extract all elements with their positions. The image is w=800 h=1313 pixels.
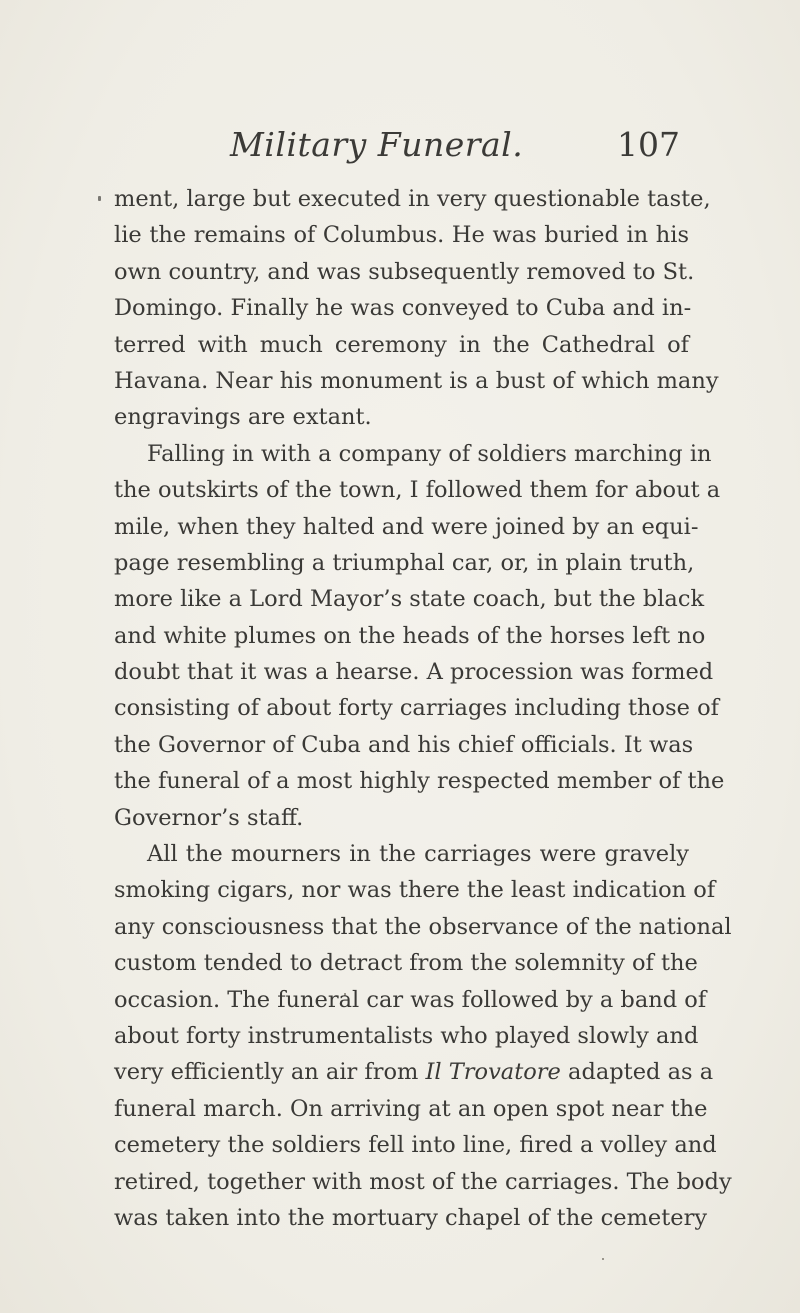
- text-line: very efficiently an air from Il Trovatore adapted as a: [114, 1059, 714, 1086]
- text-line: Domingo. Finally he was conveyed to Cuba and in-: [114, 295, 692, 322]
- text-line: mile, when they halted and were joined by an equi-: [114, 513, 699, 540]
- text-line: smoking cigars, nor was there the least indication of: [114, 877, 716, 904]
- text-line: the Governor of Cuba and his chief officials. It was: [114, 731, 694, 758]
- text-line: doubt that it was a hearse. A procession was formed: [114, 659, 714, 686]
- running-title: Military Funeral.: [230, 125, 524, 164]
- text-line: about forty instrumentalists who played slowly and: [114, 1022, 699, 1049]
- text-line: custom tended to detract from the solemnity of the: [114, 950, 698, 977]
- text-line: Havana. Near his monument is a bust of which many: [114, 367, 719, 394]
- text-line: engravings are extant.: [114, 404, 372, 431]
- text-line: ment, large but executed in very questionable taste,: [114, 186, 711, 212]
- text-line: the funeral of a most highly respected member of the: [114, 768, 725, 795]
- text-line: terred with much ceremony in the Cathedral of: [114, 331, 689, 358]
- text-line: occasion. The funeral car was followed by a band of: [114, 986, 707, 1013]
- text-line: and white plumes on the heads of the horses left no: [114, 622, 706, 649]
- page-number: 107: [617, 125, 680, 164]
- text-line: own country, and was subsequently removed to St.: [114, 258, 695, 285]
- text-line: All the mourners in the carriages were gravely: [147, 841, 689, 868]
- text-line: Governor’s staff.: [114, 804, 304, 831]
- text-line: consisting of about forty carriages including those of: [114, 695, 719, 722]
- text-line: any consciousness that the observance of the national: [114, 913, 732, 940]
- text-line: cemetery the soldiers fell into line, fired a volley and: [114, 1132, 717, 1159]
- text-line: funeral march. On arriving at an open spot near the: [114, 1095, 708, 1122]
- text-line: lie the remains of Columbus. He was buried in his: [114, 222, 689, 249]
- text-line: retired, together with most of the carriages. The body: [114, 1168, 732, 1195]
- running-head: [0, 125, 800, 169]
- text-line: was taken into the mortuary chapel of the cemetery: [114, 1204, 708, 1231]
- italic-title: Il Trovatore: [425, 1059, 561, 1086]
- text-line: the outskirts of the town, I followed them for about a: [114, 477, 721, 504]
- text-line: page resembling a triumphal car, or, in plain truth,: [114, 549, 695, 576]
- text-line: Falling in with a company of soldiers marching in: [147, 440, 712, 467]
- margin-mark: [98, 196, 101, 201]
- paper-speck: [602, 1258, 604, 1260]
- body-text: [114, 181, 732, 1236]
- text-line: more like a Lord Mayor’s state coach, but the black: [114, 586, 705, 613]
